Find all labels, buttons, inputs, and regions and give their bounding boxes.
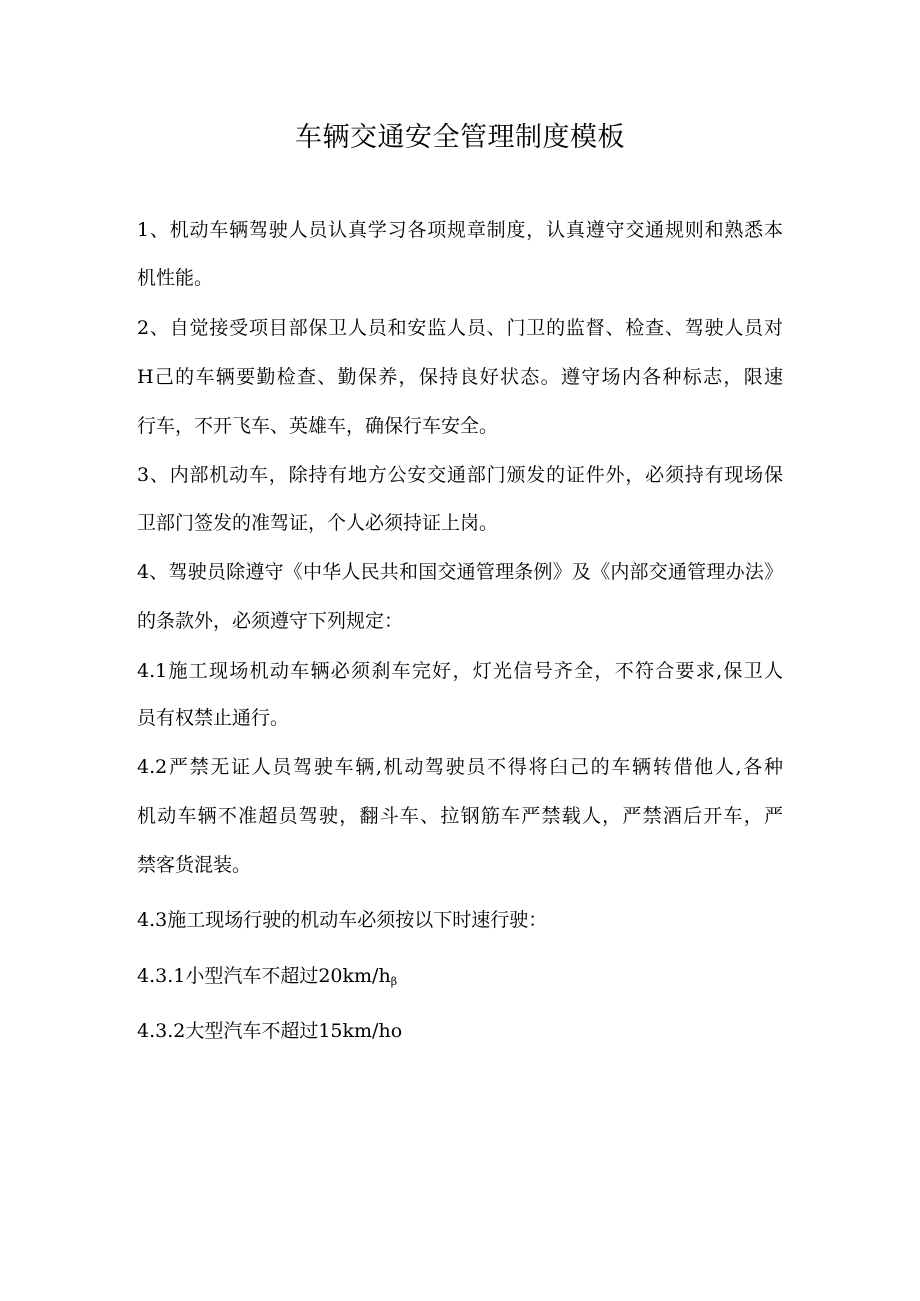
paragraph-line: 4.3施工现场行驶的机动车必须按以下时速行驶： <box>137 909 548 931</box>
speed-limit-small-line <box>137 961 397 997</box>
paragraph-line: 的条款外，必须遵守下列规定： <box>137 610 404 632</box>
paragraph-line: H己的车辆要勤检查、勤保养，保持良好状态。遵守场内各种标志，限速 <box>137 366 783 388</box>
paragraph-line: 行车，不开飞车、英雄车，确保行车安全。 <box>137 415 499 437</box>
paragraph-line: 2、自觉接受项目部保卫人员和安监人员、门卫的监督、检查、驾驶人员对 <box>137 317 783 339</box>
paragraph-line: 4.2严禁无证人员驾驶车辆,机动驾驶员不得将臼己的车辆转借他人,各种 <box>137 756 783 778</box>
speed-limit-small-suffix: β <box>390 975 398 988</box>
paragraph-line: 4.3.2大型汽车不超过15km∕ho <box>137 1020 403 1042</box>
speed-limit-small-text: 4.3.1小型汽车不超过20km∕h <box>137 965 391 987</box>
paragraph-line: 员有权禁止通行。 <box>137 707 290 729</box>
paragraph-line: 机性能。 <box>137 267 214 289</box>
paragraph-line: 机动车辆不准超员驾驶，翻斗车、拉钢筋车严禁载人，严禁酒后开车，严 <box>137 805 783 827</box>
document-title: 车辆交通安全管理制度模板 <box>295 122 625 153</box>
paragraph-line: 4、驾驶员除遵守《中华人民共和国交通管理条例》及《内部交通管理办法》 <box>137 561 783 583</box>
paragraph-line: 1、机动车辆驾驶人员认真学习各项规章制度，认真遵守交通规则和熟悉本 <box>137 219 783 241</box>
paragraph-line: 3、内部机动车，除持有地方公安交通部门颁发的证件外，必须持有现场保 <box>137 464 783 486</box>
paragraph-line: 4.1施工现场机动车辆必须刹车完好，灯光信号齐全，不符合要求,保卫人 <box>137 660 783 682</box>
paragraph-line: 禁客货混装。 <box>137 854 252 876</box>
paragraph-line: 卫部门签发的准驾证，个人必须持证上岗。 <box>137 512 499 534</box>
